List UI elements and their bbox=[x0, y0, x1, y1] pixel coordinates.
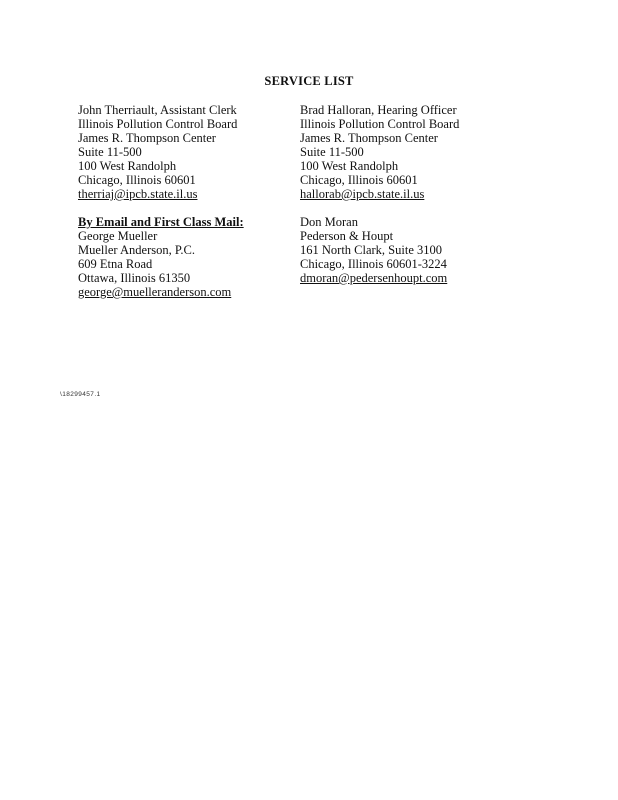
clerk-city: Chicago, Illinois 60601 bbox=[78, 173, 196, 187]
clerk-org: Illinois Pollution Control Board bbox=[78, 117, 238, 131]
clerk-building: James R. Thompson Center bbox=[78, 131, 216, 145]
delivery-method-heading: By Email and First Class Mail: bbox=[78, 215, 244, 229]
officer-building: James R. Thompson Center bbox=[300, 131, 438, 145]
officer-name: Brad Halloran, Hearing Officer bbox=[300, 103, 457, 117]
officer-street: 100 West Randolph bbox=[300, 159, 399, 173]
clerk-contact-block bbox=[78, 103, 237, 201]
moran-street: 161 North Clark, Suite 3100 bbox=[300, 243, 443, 257]
moran-name: Don Moran bbox=[300, 215, 358, 229]
document-id: \18299457.1 bbox=[60, 391, 101, 398]
moran-email-link[interactable]: dmoran@pedersenhoupt.com bbox=[300, 271, 448, 285]
clerk-name: John Therriault, Assistant Clerk bbox=[78, 103, 237, 117]
officer-suite: Suite 11-500 bbox=[300, 145, 364, 159]
clerk-suite: Suite 11-500 bbox=[78, 145, 142, 159]
moran-firm: Pederson & Houpt bbox=[300, 229, 394, 243]
clerk-street: 100 West Randolph bbox=[78, 159, 177, 173]
service-list-title: SERVICE LIST bbox=[264, 74, 354, 88]
clerk-email-link[interactable]: therriaj@ipcb.state.il.us bbox=[78, 187, 198, 201]
mueller-street: 609 Etna Road bbox=[78, 257, 153, 271]
mueller-name: George Mueller bbox=[78, 229, 158, 243]
officer-org: Illinois Pollution Control Board bbox=[300, 117, 460, 131]
moran-city: Chicago, Illinois 60601-3224 bbox=[300, 257, 447, 271]
mueller-email-link[interactable]: george@muelleranderson.com bbox=[78, 285, 232, 299]
mueller-contact-block bbox=[78, 215, 244, 299]
hearing-officer-contact-block bbox=[300, 103, 459, 201]
mueller-city: Ottawa, Illinois 61350 bbox=[78, 271, 191, 285]
moran-contact-block bbox=[300, 215, 447, 285]
mueller-firm: Mueller Anderson, P.C. bbox=[78, 243, 196, 257]
officer-email-link[interactable]: hallorab@ipcb.state.il.us bbox=[300, 187, 425, 201]
officer-city: Chicago, Illinois 60601 bbox=[300, 173, 418, 187]
